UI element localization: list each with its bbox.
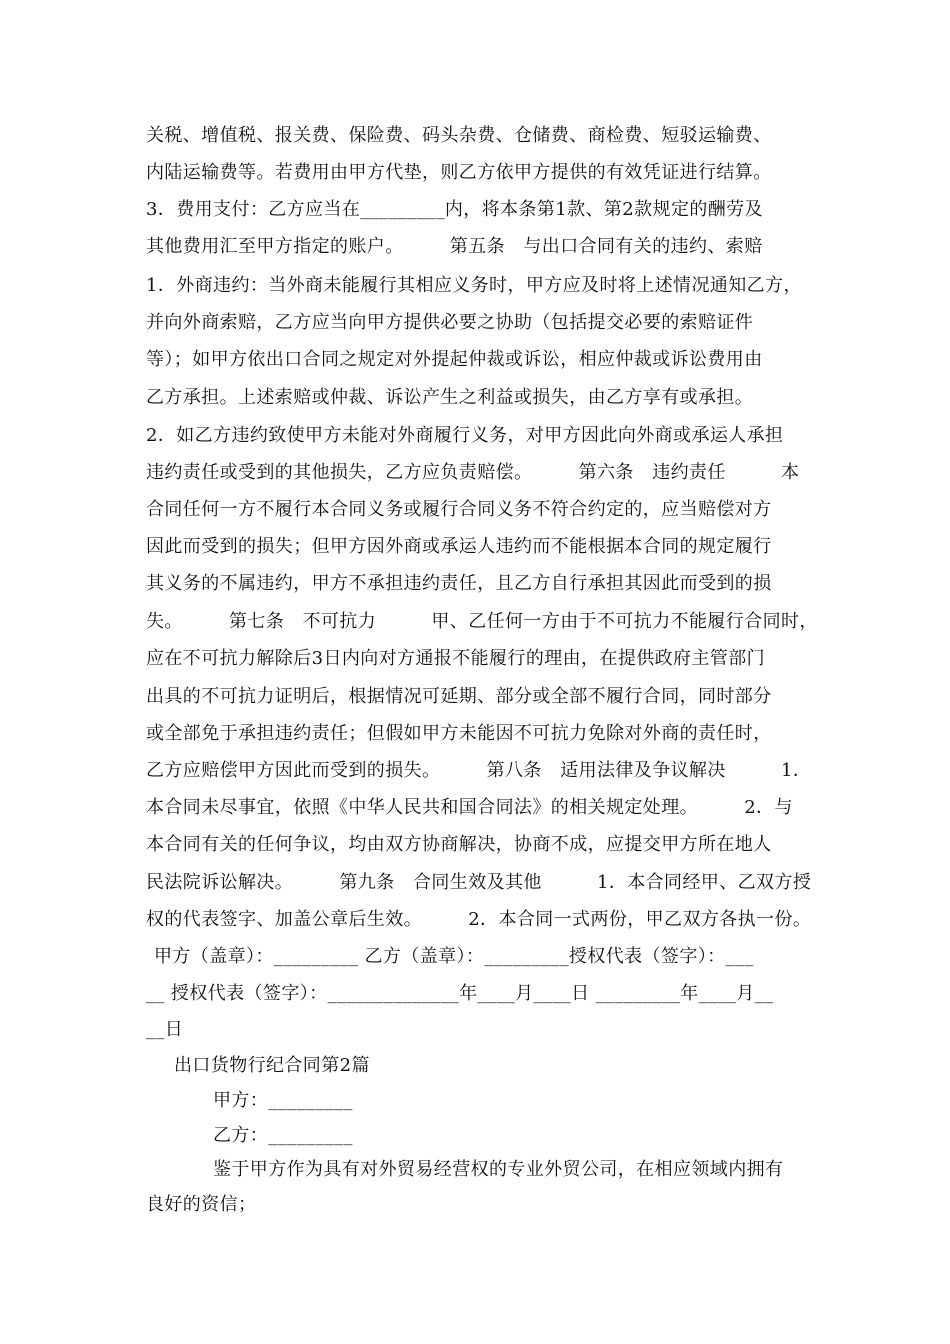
text-line: 本合同有关的任何争议，均由双方协商解决，协商不成，应提交甲方所在地人 xyxy=(146,834,772,855)
text-line: 违约责任或受到的其他损失，乙方应负责赔偿。 第六条 违约责任 本 xyxy=(146,462,800,483)
text-line: 内陆运输费等。若费用由甲方代垫，则乙方依甲方提供的有效凭证进行结算。 xyxy=(146,162,772,183)
signature-line: __日 xyxy=(146,1019,184,1040)
text-line: 出具的不可抗力证明后，根据情况可延期、部分或全部不履行合同，同时部分 xyxy=(146,686,772,707)
text-line: 失。 第七条 不可抗力 甲、乙任何一方由于不可抗力不能履行合同时， xyxy=(146,611,818,632)
signature-line: __ 授权代表（签字）：______________年____月____日 _________年____月__ xyxy=(146,983,774,1004)
party-b-field: 乙方：_________ xyxy=(213,1125,353,1146)
text-line: 其他费用汇至甲方指定的账户。 第五条 与出口合同有关的违约、索赔 xyxy=(146,236,763,257)
text-line: 权的代表签字、加盖公章后生效。 2．本合同一式两份，甲乙双方各执一份。 xyxy=(146,909,812,930)
text-line: 乙方承担。上述索赔或仲裁、诉讼产生之利益或损失，由乙方享有或承担。 xyxy=(146,387,754,408)
text-line: 因此而受到的损失；但甲方因外商或承运人违约而不能根据本合同的规定履行 xyxy=(146,536,772,557)
text-line: 关税、增值税、报关费、保险费、码头杂费、仓储费、商检费、短驳运输费、 xyxy=(146,125,772,146)
text-line: 民法院诉讼解决。 第九条 合同生效及其他 1．本合同经甲、乙双方授 xyxy=(146,872,812,893)
text-line: 并向外商索赔，乙方应当向甲方提供必要之协助（包括提交必要的索赔证件 xyxy=(146,312,754,333)
text-line: 其义务的不属违约，甲方不承担违约责任，且乙方自行承担其因此而受到的损 xyxy=(146,573,772,594)
text-line: 2．如乙方违约致使甲方未能对外商履行义务，对甲方因此向外商或承运人承担 xyxy=(146,425,784,446)
text-line: 良好的资信； xyxy=(146,1194,257,1215)
text-line: 鉴于甲方作为具有对外贸易经营权的专业外贸公司，在相应领域内拥有 xyxy=(213,1159,784,1180)
text-line: 应在不可抗力解除后3日内向对方通报不能履行的理由，在提供政府主管部门 xyxy=(146,648,766,669)
text-line: 等）；如甲方依出口合同之规定对外提起仲裁或诉讼，相应仲裁或诉讼费用由 xyxy=(146,349,763,370)
party-a-field: 甲方：_________ xyxy=(213,1090,353,1111)
text-line: 乙方应赔偿甲方因此而受到的损失。 第八条 适用法律及争议解决 1． xyxy=(146,760,812,781)
text-line: 合同任何一方不履行本合同义务或履行合同义务不符合约定的，应当赔偿对方 xyxy=(146,499,772,520)
text-line: 3．费用支付：乙方应当在_________内，将本条第1款、第2款规定的酬劳及 xyxy=(146,199,763,220)
section-title: 出口货物行纪合同第2篇 xyxy=(174,1055,370,1076)
text-line: 本合同未尽事宜，依照《中华人民共和国合同法》的相关规定处理。 2．与 xyxy=(146,797,793,818)
text-line: 或全部免于承担违约责任；但假如甲方未能因不可抗力免除对外商的责任时， xyxy=(146,723,772,744)
signature-line: 甲方（盖章）：_________ 乙方（盖章）：_________授权代表（签字）：___ xyxy=(154,946,754,967)
text-line: 1．外商违约：当外商未能履行其相应义务时，甲方应及时将上述情况通知乙方， xyxy=(146,275,802,296)
